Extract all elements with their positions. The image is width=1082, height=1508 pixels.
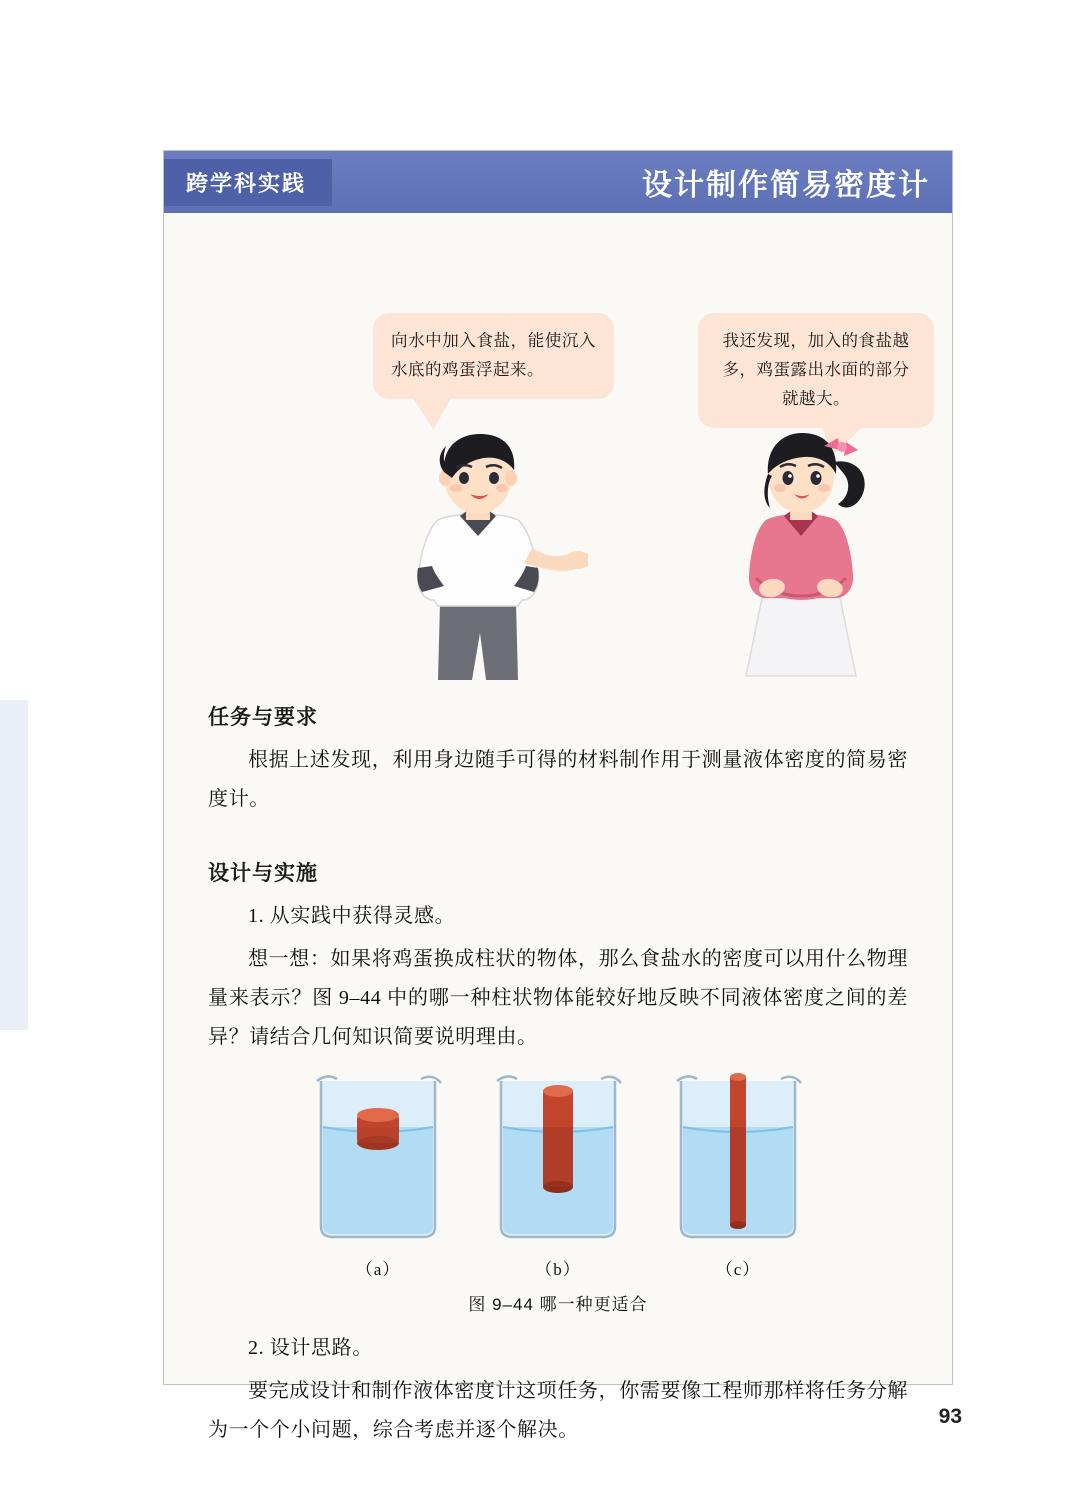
beaker-c-label: （c）: [715, 1260, 761, 1279]
boy-bubble: [373, 313, 614, 399]
figure-caption: 图 9–44 哪一种更适合: [468, 1295, 648, 1314]
design-think-paragraph: 想一想：如果将鸡蛋换成柱状的物体，那么食盐水的密度可以用什么物理量来表示？图 9–44 中的哪一种柱状物体能较好地反映不同液体密度之间的差异？请结合几何知识简要说明理由。: [208, 948, 908, 1048]
task-paragraph: 根据上述发现，利用身边随手可得的材料制作用于测量液体密度的简易密度计。: [208, 749, 908, 810]
design-step-2-body: 要完成设计和制作液体密度计这项任务，你需要像工程师那样将任务分解为一个个小问题，综合考虑并逐个解决。: [208, 1380, 908, 1441]
page-side-tab: [0, 700, 28, 1030]
page-header: [164, 151, 952, 213]
page-title: 设计制作简易密度计: [642, 169, 930, 202]
boy-illustration: [368, 428, 588, 688]
page-content: [164, 213, 952, 1450]
design-step-2: 2. 设计思路。: [248, 1337, 373, 1359]
beaker-c: [663, 1069, 813, 1280]
spacer: [208, 823, 908, 849]
girl-illustration: [706, 428, 896, 693]
illustration-area: [208, 213, 908, 693]
beaker-b-label: （b）: [535, 1260, 581, 1279]
beaker-a-label: （a）: [355, 1260, 401, 1279]
design-step-1: 1. 从实践中获得灵感。: [248, 905, 456, 927]
page-number: 93: [938, 1405, 962, 1428]
beaker-a: [303, 1069, 453, 1280]
boy-bubble-tail: [413, 392, 459, 432]
girl-bubble: [698, 313, 934, 428]
beaker-figure: [208, 1069, 908, 1280]
beaker-b: [483, 1069, 633, 1280]
girl-bubble-text: 我还发现，加入的食盐越多，鸡蛋露出水面的部分就越大。: [722, 331, 910, 408]
boy-bubble-text: 向水中加入食盐，能使沉入水底的鸡蛋浮起来。: [391, 331, 596, 379]
header-badge: 跨学科实践: [164, 159, 332, 206]
section-heading-design: 设计与实施: [208, 862, 318, 885]
section-heading-tasks: 任务与要求: [208, 706, 318, 729]
